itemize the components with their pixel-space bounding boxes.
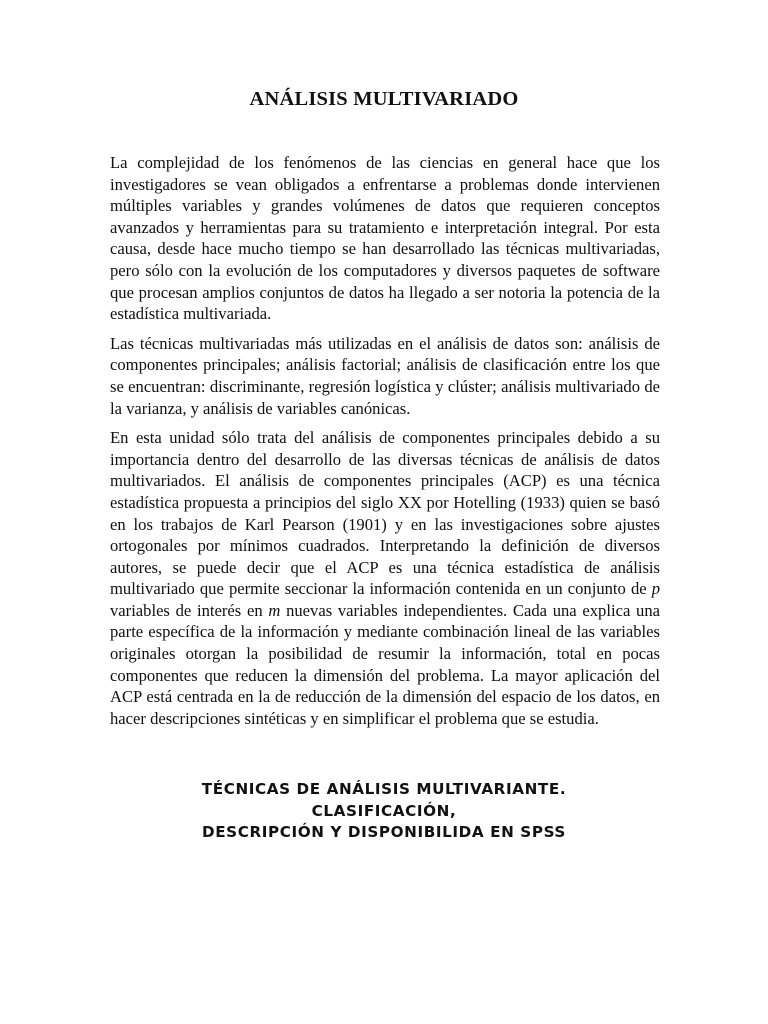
- paragraph-intro: La complejidad de los fenómenos de las ciencias en general hace que los investigadores se vean obligados a enfrentarse a problemas donde intervienen múltiples variables y grandes volúmenes de datos que requieren conceptos avanzados y herramientas para su tratamiento e interpretación integral. Por esta causa, desde hace mucho tiempo se han desarrollado las técnicas multivariadas, pero sólo con la evolución de los computadores y diversos paquetes de software que procesan amplios conjuntos de datos ha llegado a ser notoria la potencia de la estadística multivariada.: [110, 153, 660, 324]
- paragraph-acp-part-3: nuevas variables independientes. Cada una explica una parte específica de la información y mediante combinación lineal de las variables originales otorgan la posibilidad de resumir la información, total en pocas componentes que reducen la dimensión del problema. La mayor aplicación del ACP está centrada en la de reducción de la dimensión del espacio de los datos, en hacer descripciones sintéticas y en simplificar el problema que se estudia.: [110, 600, 660, 728]
- section-heading-line-3: DESCRIPCIÓN Y DISPONIBILIDA EN SPSS: [202, 823, 566, 841]
- section-heading-line-2: CLASIFICACIÓN,: [311, 801, 457, 820]
- section-heading: [0, 779, 768, 844]
- paragraph-acp-part-2: variables de interés en: [110, 600, 269, 620]
- document-body: [110, 152, 660, 729]
- page-title: ANÁLISIS MULTIVARIADO: [249, 88, 519, 110]
- paragraph-techniques: Las técnicas multivariadas más utilizadas en el análisis de datos son: análisis de componentes principales; análisis factorial; análisis de clasificación entre los que se encuentran: discriminante, regresión logística y clúster; análisis multivariado de la varianza, y análisis de variables canónicas.: [110, 333, 660, 418]
- paragraph-acp: [110, 427, 660, 729]
- variable-m: m: [268, 600, 281, 620]
- variable-p: p: [651, 579, 660, 599]
- section-heading-line-1: TÉCNICAS DE ANÁLISIS MULTIVARIANTE.: [201, 780, 567, 798]
- paragraph-acp-part-1: En esta unidad sólo trata del análisis de componentes principales debido a su importancia dentro del desarrollo de las diversas técnicas de análisis de datos multivariados. El análisis de componentes principales (ACP) es una técnica estadística propuesta a principios del siglo XX por Hotelling (1933) quien se basó en los trabajos de Karl Pearson (1901) y en las investigaciones sobre ajustes ortogonales por mínimos cuadrados. Interpretando la definición de diversos autores, se puede decir que el ACP es una técnica estadística de análisis multivariado que permite seccionar la información contenida en un conjunto de: [110, 428, 660, 599]
